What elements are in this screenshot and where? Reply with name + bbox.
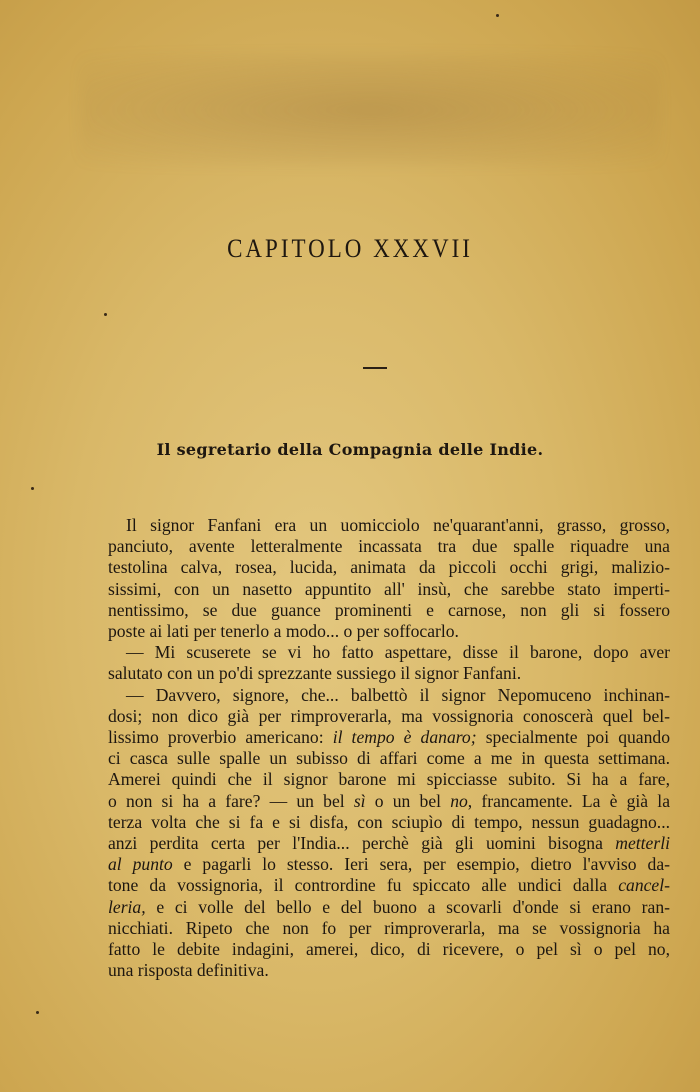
text-run: fatto le debite indagini, amerei, dico, di ricevere, o pel sì o pel no, [108,939,670,960]
text-run: terza volta che si fa e si disfa, con sciupìo di tempo, nessun guadagno... [108,811,670,832]
paper-speck [36,1011,39,1014]
text-run: una risposta definitiva. [108,960,269,981]
text-run: testolina calva, rosea, lucida, animata da piccoli occhi grigi, malizio- [108,557,670,578]
text-line [108,833,670,854]
text-run: — Mi scuserete se vi ho fatto aspettare, disse il barone, dopo aver [126,642,670,663]
text-line [108,579,670,600]
text-line [108,557,670,578]
paper-speck [496,14,499,17]
text-run: anzi perdita certa per l'India... perchè già gli uomini bisogna [108,833,616,854]
text-run: o un bel [365,790,451,811]
body-text [108,515,670,981]
text-run: specialmente poi quando [476,727,670,748]
text-run: poste ai lati per tenerlo a modo... o per soffocarlo. [108,621,459,642]
text-line [108,536,670,557]
text-line [108,621,670,642]
italic-text: il tempo è danaro; [332,727,477,748]
bleed-through-shadow [80,55,660,165]
text-line [108,854,670,875]
text-line [108,897,670,918]
text-run: tone da vossignoria, il contrordine fu spiccato alle undici dalla [108,875,619,896]
text-line [108,727,670,748]
text-run: nicchiati. Ripeto che non fo per rimproverarla, ma se vossignoria ha [108,917,670,938]
text-run: Amerei quindi che il signor barone mi spicciasse subito. Si ha a fare, [108,769,670,790]
text-run: dosi; non dico già per rimproverarla, ma vossignoria conoscerà quel bel- [108,705,670,726]
text-run: e pagarli lo stesso. Ieri sera, per esempio, dietro l'avviso da- [172,854,670,875]
paper-speck [104,313,107,316]
text-line [108,875,670,896]
text-line [108,960,670,981]
chapter-heading: CAPITOLO XXXVII [227,234,473,263]
text-run: panciuto, avente letteralmente incassata tra due spalle riquadre una [108,536,670,557]
italic-text: metterli [615,833,670,854]
text-run: ci casca sulle spalle un subisso di affari come a me in questa settimana. [108,748,670,769]
paper-speck [31,487,34,490]
section-title: Il segretario della Compagnia delle Indie. [156,440,544,459]
italic-text: sì [353,790,366,811]
text-line [108,515,670,536]
text-line [108,939,670,960]
text-run: salutato con un po'di sprezzante sussiego il signor Fanfani. [108,663,522,684]
text-run: e ci volle del bello e del buono a scovarli d'onde si erano ran- [145,896,670,917]
text-line [108,685,670,706]
text-line [108,706,670,727]
text-line [108,812,670,833]
text-line [108,748,670,769]
text-line [108,791,670,812]
italic-text: leria, [108,896,146,917]
italic-text: cancel- [618,875,670,896]
text-line [108,642,670,663]
heading-divider [363,367,387,369]
italic-text: no [450,790,468,811]
text-line [108,600,670,621]
text-run: nentissimo, se due guance prominenti e carnose, non gli si fossero [108,599,670,620]
text-line [108,918,670,939]
text-run: , francamente. La è già la [467,790,670,811]
text-run: sissimi, con un nasetto appuntito all' insù, che sarebbe stato imperti- [108,578,670,599]
text-run: — Davvero, signore, che... balbettò il signor Nepomuceno inchinan- [126,684,670,705]
text-run: lissimo proverbio americano: [108,727,333,748]
text-run: o non si ha a fare? — un bel [108,790,354,811]
text-run: Il signor Fanfani era un uomicciolo ne'quarant'anni, grasso, grosso, [126,515,670,535]
italic-text: al punto [108,854,173,875]
text-line [108,663,670,684]
text-line [108,769,670,790]
